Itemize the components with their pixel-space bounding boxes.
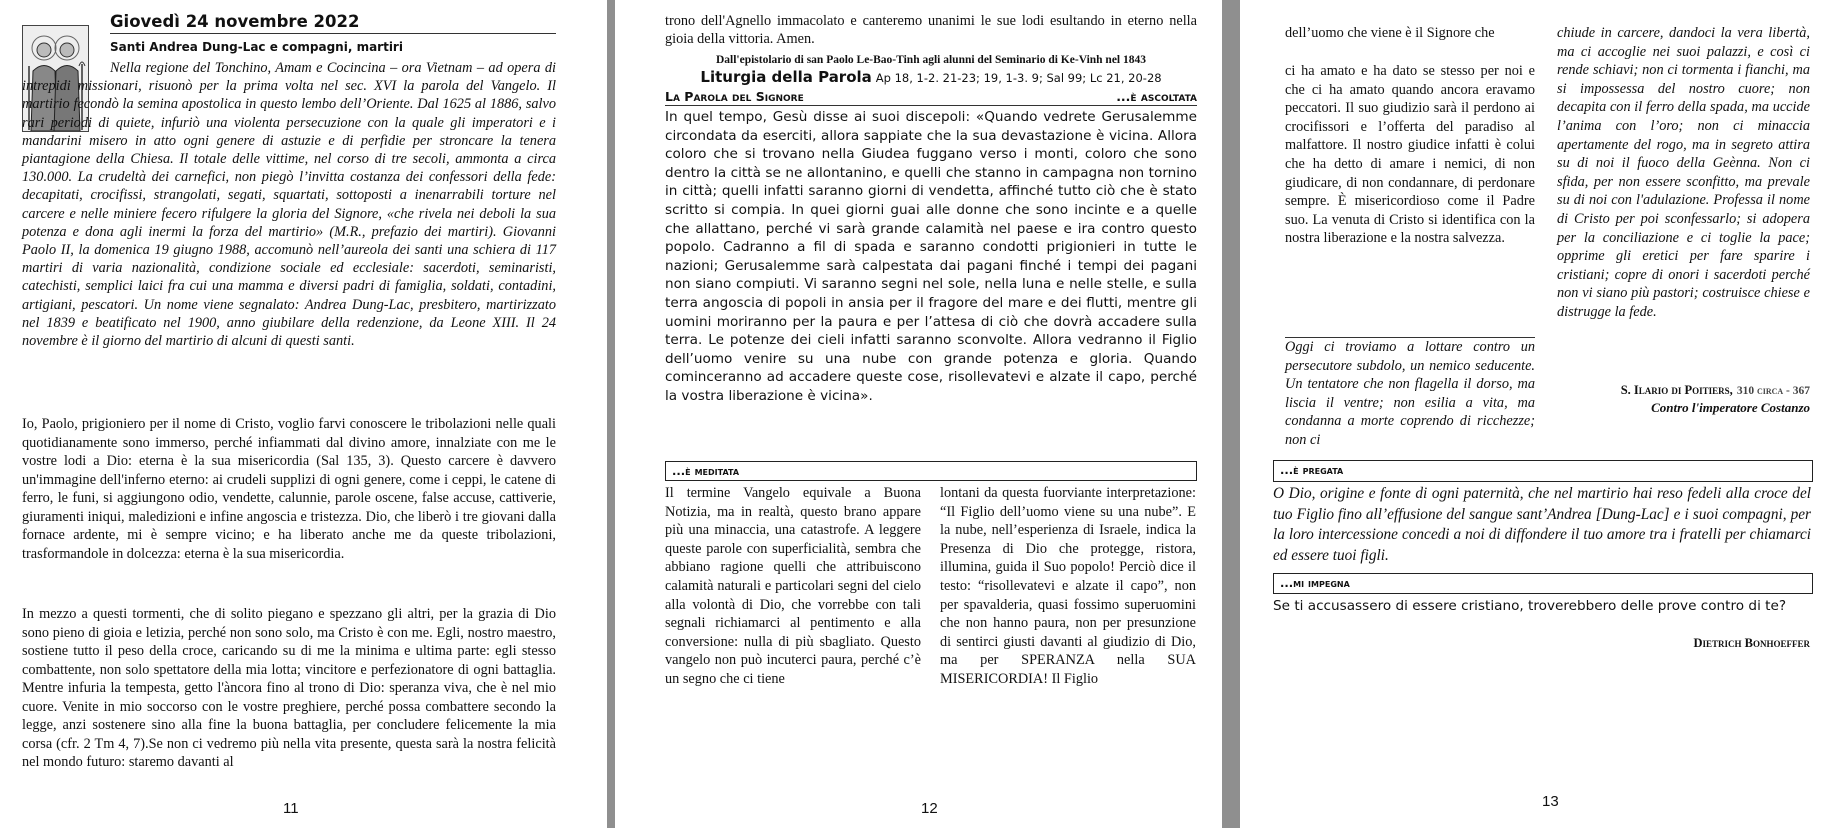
letter-paragraph-1: Io, Paolo, prigioniero per il nome di Cristo, voglio farvi conoscere le tribolazioni nelle quali quotidianamente sono immerso, perché infiammati dal divino amore, innalziate con me le vostre lodi a Dio: eterna è la sua misericordia (Sal 135, 3). Questo carcere è davvero un'immagine dell'inferno eterno: ai crudeli supplizi di ogni genere, come i ceppi, le catene di ferro, le funi, si aggiungono odio, vendette, calunnie, parole oscene, false accuse, cattiverie, giuramenti iniqui, maledizioni e infine angoscia e tristezza. Dio, che liberò i tre giovani dalla fornace ardente, mi è sempre vicino; e ha liberato anche me da queste tribolazioni, trasformandole in dolcezza: eterna è la sua misericordia. — [22, 416, 556, 562]
letter-paragraph-2: In mezzo a questi tormenti, che di solito piegano e spezzano gli altri, per la grazia di Dio sono pieno di gioia e letizia, perché non sono solo, ma Cristo è con me. Egli, nostro maestro, sostiene tutto il peso della croce, caricando su di me la minima e ultima parte: egli stesso combattente, non solo spettatore della mia lotta; vincitore e perfezionatore di ogni battaglia. Mentre infuria la tempesta, getto l'àncora fino al trono di Dio: speranza viva, che è nel mio cuore. Venite in mio soccorso con le vostre preghiere, perché possa combattere secondo la legge, anzi sostenere sino alla fine la buona battaglia, per concludere felicemente la mia corsa (cfr. 2 Tm 4, 7).Se non ci vedremo più nella vita presente, questa sarà la nostra felicità nel mondo futuro: staremo davanti al — [22, 606, 556, 770]
saint-title: Santi Andrea Dung-Lac e compagni, martiri — [110, 40, 403, 54]
date-title: Giovedì 24 novembre 2022 — [110, 12, 360, 31]
page-number: 13 — [1542, 793, 1559, 810]
quote-dates: 310 circa - 367 — [1736, 385, 1810, 397]
quote-work: Contro l'imperatore Costanzo — [1651, 400, 1810, 415]
gutter-right — [1222, 0, 1240, 828]
page-11 — [0, 0, 607, 828]
title-underline — [110, 33, 556, 34]
quote-attribution — [1621, 381, 1810, 399]
prayed-header[interactable]: ...è pregata — [1273, 460, 1813, 482]
page-number: 11 — [283, 800, 299, 817]
page-number: 12 — [921, 800, 938, 817]
commit-text: Se ti accusassero di essere cristiano, troverebbero delle prove contro di te? — [1273, 598, 1787, 614]
liturgy-heading — [665, 68, 1197, 87]
letter-continuation: trono dell'Agnello immacolato e canteremo unanimi le sue lodi esultando in eterno nella gioia della vittoria. Amen. — [665, 13, 1197, 48]
word-label: La Parola del Signore — [665, 89, 804, 104]
quote-author: S. Ilario di Poitiers, — [1620, 383, 1733, 397]
heading-rule — [665, 105, 1197, 106]
meditation-column-2: lontani da questa fuorviante interpretazione: “Il Figlio dell’uomo viene su una nube”. E la nube, nell’esperienza di Israele, indica la Presenza di Dio che protegge, ristora, illumina, guida il Suo popolo! Perciò dice il testo: “risollevatevi e alzate il capo”, non per spavalderia, quasi fossimo superuomini che non hanno paura, non per presunzione di sentirci giusti davanti al giudizio di Dio, ma per SPERANZA nella SUA MISERICORDIA! Il Figlio — [940, 485, 1196, 687]
letter-source: Dall'epistolario di san Paolo Le-Bao-Tinh agli alunni del Seminario di Ke-Vinh nel 1843 — [715, 54, 1147, 66]
right-col1-quote: Oggi ci troviamo a lottare contro un persecutore subdolo, un nemico seducente. Un tentatore che non flagella il dorso, ma liscia il ventre; non esilia a vita, ma condanna a morte coprendo di ricchezze; non ci — [1285, 339, 1535, 448]
listened-label: ...è ascoltata — [1116, 89, 1197, 104]
right-col1-top-a: dell’uomo che viene è il Signore che — [1285, 25, 1495, 41]
page-12 — [615, 0, 1222, 828]
prayer-text: O Dio, origine e fonte di ogni paternità, che nel martirio hai reso fedeli alla croce del tuo Figlio fino all’effusione del sangue sant’Andrea [Dung-Lac] e i suoi compagni, per la loro intercessione concedi a noi di diffondere il tuo amore tra i fratelli per chiamarci ed essere tuoi figli. — [1273, 485, 1811, 564]
liturgy-refs: Ap 18, 1-2. 21-23; 19, 1-3. 9; Sal 99; Lc 21, 20-28 — [875, 71, 1162, 85]
liturgy-title: Liturgia della Parola — [700, 68, 872, 86]
commit-header[interactable]: ...mi impegna — [1273, 573, 1813, 594]
saint-bio: Nella regione del Tonchino, Amam e Cocincina – ora Vietnam – ad opera di intrepidi missionari, risuonò per la prima volta nel sec. XVI la parola del Vangelo. Il martirio fecondò la semina apostolica in questo lembo dell’Oriente. Dal 1625 al 1886, salvo rari periodi di quiete, infuriò una violenta persecuzione con la quale gli imperatori e i mandarini misero in atto ogni genere di astuzie e di perfidie per stroncare la tenera piantagione della Chiesa. Il totale delle vittime, nel corso di tre secoli, ammonta a circa 130.000. La crudeltà dei carnefici, non piegò l’invitta costanza dei confessori della fede: decapitati, crocifissi, strangolati, segati, squartati, sottoposti a inenarrabili torture nel carcere e nelle miniere fecero rifulgere la gloria del Signore, «che rivela nei deboli la sua potenza e dona agli inermi la forza del martirio» (M.R., prefazio dei martiri). Giovanni Paolo II, la domenica 19 giugno 1988, accomunò nell’aureola dei santi una schiera di 117 martiri di varia nazionalità, condizione sociale ed ecclesiale: sacerdoti, seminaristi, catechisti, semplici laici fra cui una mamma e diversi padri di famiglia, soldati, contadini, artigiani, pescatori. Un nome viene segnalato: Andrea Dung-Lac, presbitero, martirizzato nel 1839 e beatificato nel 1900, anno giubilare della redenzione, da Leone XIII. Il 24 novembre è il giorno del martirio di alcuni di questi santi. — [22, 60, 556, 350]
meditated-header[interactable]: ...è meditata — [665, 461, 1197, 481]
right-col1-top-b: ci ha amato e ha dato se stesso per noi e che ci ha amato quando ancora eravamo peccatori. Il suo giudizio sarà il perdono ai crocifissori e l’offerta del paradiso al malfattore. Il nostro giudice infatti è colui che ha detto di amare i nemici, di non giudicare, di non condannare, di perdonare sempre. È misericordioso come il Padre suo. La venuta di Cristo si identifica con la nostra liberazione e la nostra salvezza. — [1285, 63, 1535, 247]
gospel-text: In quel tempo, Gesù disse ai suoi discepoli: «Quando vedrete Gerusalemme circondata da eserciti, allora sappiate che la sua devastazione è vicina. Allora coloro che si trovano nella Giudea fuggano verso i monti, coloro che sono dentro la città se ne allontanino, e quelli che stanno in campagna non tornino in città; quelli infatti saranno giorni di vendetta, affinché tutto ciò che è stato scritto si compia. In quei giorni guai alle donne che sono incinte e a quelle che allattano, perché vi sarà grande calamità nel paese e ira contro questo popolo. Cadranno a fil di spada e saranno condotti prigionieri in tutte le nazioni; Gerusalemme sarà calpestata dai pagani finché i tempi dei pagani non siano compiuti. Vi saranno segni nel sole, nella luna e nelle stelle, e sulla terra angoscia di popoli in ansia per il fragore del mare e dei flutti, mentre gli uomini moriranno per la paura e per l’attesa di ciò che dovrà accadere sulla terra. Le potenze dei cieli infatti saranno sconvolte. Allora vedranno il Figlio dell’uomo venire su una nube con grande potenza e gloria. Quando cominceranno ad accadere queste cose, risollevatevi e alzate il capo, perché la vostra liberazione è vicina». — [665, 109, 1197, 404]
commit-author: Dietrich Bonhoeffer — [1693, 636, 1810, 650]
meditation-column-1: Il termine Vangelo equivale a Buona Notizia, ma in realtà, questo brano appare più una minaccia, una catastrofe. A leggere queste parole con superficialità, sembra che abbiano ragione quelli che attribuiscono calamità naturali e particolari segni del cielo alla volontà di Dio, che vorrebbe con tali segnali richiamarci al pentimento e alla conversione: nulla di più sbagliato. Questo vangelo non può incuterci paura, perché c’è un segno che ci tiene — [665, 485, 921, 687]
page-13 — [1240, 0, 1830, 828]
gutter-left — [607, 0, 615, 828]
right-col2-quote: chiude in carcere, dandoci la vera libertà, ma ci accoglie nei suoi palazzi, e così ci rende schiavi; non ci tormenta i fianchi, ma si impossessa del nostro cuore; non decapita con il ferro della spada, ma uccide l’anima con l’oro; non ci minaccia apertamente del rogo, ma in segreto attira su di noi il fuoco della Geènna. Non ci sfida, per non essere sconfitto, ma prevale su di noi con l'adulazione. Professa il nome di Cristo per poi sconfessarlo; si adopera per la conciliazione e ci toglie la pace; opprime gli eretici per fare sparire i cristiani; copre di onori i sacerdoti perché non vi siano più pastori; costruisce chiese e distrugge la fede. — [1557, 25, 1810, 320]
